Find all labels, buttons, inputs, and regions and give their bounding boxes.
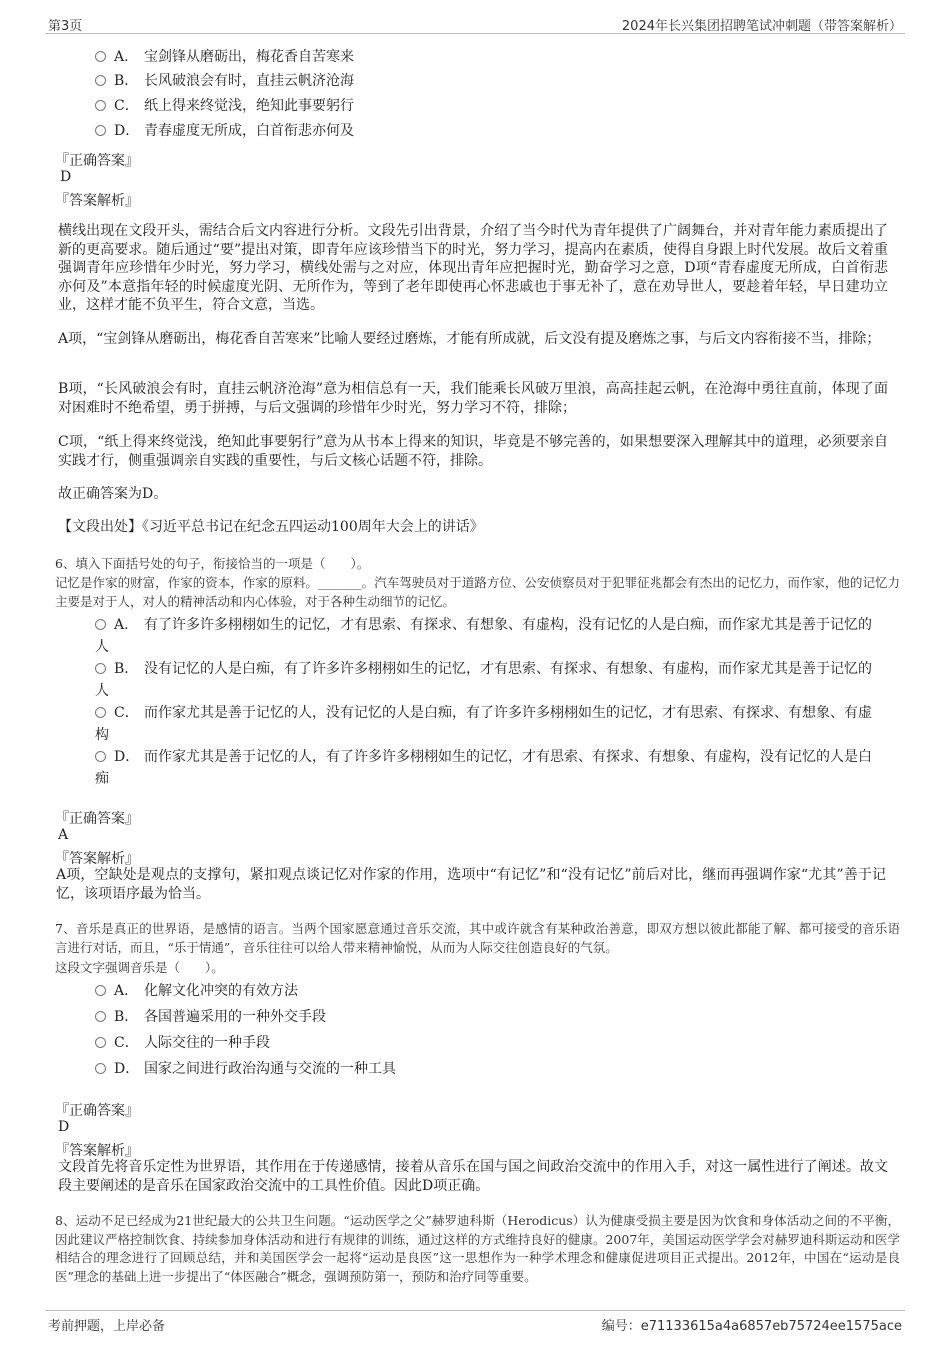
q5-correct-value: D — [60, 169, 72, 185]
q6-option-d[interactable]: D． 而作家尤其是善于记忆的人，有了许多许多栩栩如生的记忆，才有思索、有探求、有想象、有虚构，没有记忆的人是白痴 — [95, 749, 872, 787]
q7-option-d[interactable]: D． 国家之间进行政治沟通与交流的一种工具 — [95, 1058, 895, 1080]
q6-passage: 记忆是作家的财富，作家的资本，作家的原料。_______。汽车驾驶员对于道路方位、公安侦察员对于犯罪征兆都会有杰出的记忆力，而作家，他的记忆力主要是对于人，对人的精神活动和内心体验，对于各种生动细节的记忆。 — [55, 575, 900, 609]
q6-option-a[interactable]: A． 有了许多许多栩栩如生的记忆，才有思索、有探求、有想象、有虚构，没有记忆的人是白痴，而作家尤其是善于记忆的人 — [95, 617, 872, 655]
page-footer — [45, 1310, 905, 1334]
radio-icon[interactable] — [95, 619, 106, 630]
q6-option-c[interactable]: C． 而作家尤其是善于记忆的人，没有记忆的人是白痴，有了许多许多栩栩如生的记忆，才有思索、有探求、有想象、有虚构 — [95, 705, 872, 743]
radio-icon[interactable] — [95, 707, 106, 718]
q5-analysis-main: 横线出现在文段开头，需结合后文内容进行分析。文段先引出背景，介绍了当今时代为青年提供了广阔舞台，并对青年能力素质提出了新的更高要求。随后通过“要”提出对策，即青年应该珍惜当下的时光，努力学习，提高内在素质，使得自身跟上时代发展。故后文着重强调青年应珍惜年少时光，努力学习，横线处需与之对应，体现出青年应把握时光，勤奋学习之意，D项“青春虚度无所成，白首衔悲亦何及”本意指年轻的时候虚度光阴、无所作为，等到了老年即使再心怀悲戚也于事无补了，意在劝导世人，要趁着年轻，早日建功立业，这样才能不负平生，符合文意，当选。 — [58, 223, 888, 313]
q5-option-b[interactable]: B． 长风破浪会有时，直挂云帆济沧海 — [95, 70, 895, 92]
radio-icon[interactable] — [95, 663, 106, 674]
page-number: 第3页 — [48, 19, 83, 34]
document-title: 2024年长兴集团招聘笔试冲刺题（带答案解析） — [621, 19, 902, 34]
radio-icon[interactable] — [95, 1037, 106, 1048]
q7-question: 这段文字强调音乐是（ ）。 — [55, 960, 224, 975]
radio-icon[interactable] — [95, 51, 106, 62]
radio-icon[interactable] — [95, 75, 106, 86]
q5-option-a[interactable]: A． 宝剑锋从磨砺出，梅花香自苦寒来 — [95, 46, 895, 68]
q7-option-c[interactable]: C． 人际交往的一种手段 — [95, 1032, 895, 1054]
footer-slogan: 考前押题，上岸必备 — [48, 1319, 166, 1334]
q6-correct-value: A — [58, 827, 69, 843]
q6-stem: 6、填入下面括号处的句子，衔接恰当的一项是（ ）。 — [55, 556, 370, 571]
radio-icon[interactable] — [95, 1011, 106, 1022]
q5-analysis-label: 『答案解析』 — [55, 193, 139, 209]
radio-icon[interactable] — [95, 125, 106, 136]
q7-correct-label: 『正确答案』 — [55, 1103, 139, 1119]
q5-analysis-b: B项，“长风破浪会有时，直挂云帆济沧海”意为相信总有一天，我们能乘长风破万里浪，高高挂起云帆，在沧海中勇往直前，体现了面对困难时不绝希望，勇于拼搏，与后文强调的珍惜年少时光，努力学习不符，排除； — [58, 381, 888, 416]
q7-option-b[interactable]: B． 各国普遍采用的一种外交手段 — [95, 1006, 895, 1028]
q5-source: 【文段出处】《习近平总书记在纪念五四运动100周年大会上的讲话》 — [58, 519, 484, 535]
q5-option-c[interactable]: C． 纸上得来终觉浅，绝知此事要躬行 — [95, 95, 895, 117]
radio-icon[interactable] — [95, 1063, 106, 1074]
q5-conclusion: 故正确答案为D。 — [58, 486, 168, 502]
q7-stem: 7、音乐是真正的世界语，是感情的语言。当两个国家愿意通过音乐交流，其中或许就含有某种政治善意，即双方想以彼此都能了解、都可接受的音乐语言进行对话，而且，“乐于情通”，音乐往往可以给人带来精神愉悦，从而为人际交往创造良好的气氛。 — [55, 921, 900, 955]
q5-analysis-c: C项，“纸上得来终觉浅，绝知此事要躬行”意为从书本上得来的知识，毕竟是不够完善的，如果想要深入理解其中的道理，必须要亲自实践才行，侧重强调亲自实践的重要性，与后文核心话题不符，排除。 — [58, 434, 888, 469]
q5-option-d[interactable]: D． 青春虚度无所成，白首衔悲亦何及 — [95, 120, 895, 142]
page-header — [45, 13, 905, 34]
q8-stem: 8、运动不足已经成为21世纪最大的公共卫生问题。“运动医学之父”赫罗迪科斯（Herodicus）认为健康受损主要是因为饮食和身体活动之间的不平衡，因此建议严格控制饮食、持续参加身体活动和进行有规律的训练，通过这样的方式维持良好的健康。2007年，美国运动医学学会对赫罗迪科斯运动和医学相结合的理念进行了回顾总结，并和美国医学会一起将“运动是良医”这一思想作为一种学术理念和健康促进项目正式提出。2012年，中国在“运动是良医”理念的基础上进一步提出了“体医融合”概念，强调预防第一，预防和治疗同等重要。 — [55, 1213, 900, 1284]
footer-serial: 编号：e71133615a4a6857eb75724ee1575ace — [601, 1319, 902, 1334]
q7-analysis: 文段首先将音乐定性为世界语，其作用在于传递感情，接着从音乐在国与国之间政治交流中的作用入手，对这一属性进行了阐述。故文段主要阐述的是音乐在国家政治交流中的工具性价值。因此D项正确。 — [58, 1159, 888, 1194]
q7-correct-value: D — [58, 1119, 70, 1135]
radio-icon[interactable] — [95, 100, 106, 111]
q6-analysis-label: 『答案解析』 — [55, 851, 139, 867]
radio-icon[interactable] — [95, 751, 106, 762]
q5-correct-label: 『正确答案』 — [55, 153, 139, 169]
q6-option-b[interactable]: B． 没有记忆的人是白痴，有了许多许多栩栩如生的记忆，才有思索、有探求、有想象、有虚构，而作家尤其是善于记忆的人 — [95, 661, 872, 699]
q5-analysis-a: A项，“宝剑锋从磨砺出，梅花香自苦寒来”比喻人要经过磨炼，才能有所成就，后文没有提及磨炼之事，与后文内容衔接不当，排除； — [58, 331, 881, 347]
q7-option-a[interactable]: A． 化解文化冲突的有效方法 — [95, 980, 895, 1002]
q6-analysis: A项，空缺处是观点的支撑句，紧扣观点谈记忆对作家的作用，选项中“有记忆”和“没有记忆”前后对比，继而再强调作家“尤其”善于记忆，该项语序最为恰当。 — [56, 867, 886, 902]
q6-correct-label: 『正确答案』 — [55, 811, 139, 827]
radio-icon[interactable] — [95, 985, 106, 996]
q7-analysis-label: 『答案解析』 — [55, 1143, 139, 1159]
